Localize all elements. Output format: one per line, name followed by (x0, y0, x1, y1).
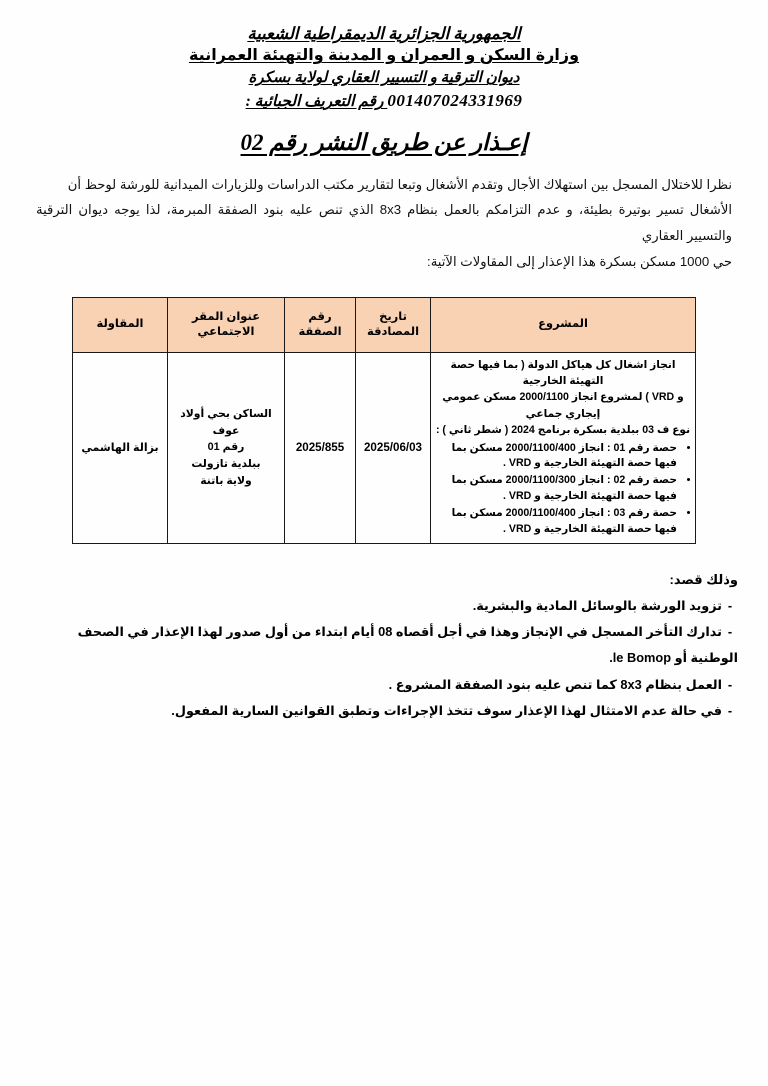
header-line-republic-text: الجمهورية الجزائرية الديمقراطية الشعبية (247, 24, 521, 43)
header-line-ministry (30, 45, 738, 68)
cell-contractor: بزالة الهاشمي (73, 352, 168, 543)
bullet-dash-icon: - (727, 676, 733, 692)
cell-contract-number: 2025/855 (285, 352, 356, 543)
col-header-project: المشروع (431, 297, 696, 352)
col-header-contract-number (285, 297, 356, 352)
page-title (30, 130, 738, 156)
project-lots-list (435, 441, 691, 538)
address-line-3: ببلدية تازولت (191, 458, 261, 471)
list-item (30, 698, 738, 724)
list-item (30, 593, 738, 619)
col-header-approval-date: تاريخ المصادقة (356, 297, 431, 352)
table-body (73, 352, 696, 543)
cell-approval-date: 2025/06/03 (356, 352, 431, 543)
project-intro-lines (435, 357, 691, 439)
header-line-agency-text: ديوان الترقية و التسيير العقاري لولاية بسكرة (248, 70, 520, 87)
closing-item-text: تزويد الورشة بالوسائل المادية والبشرية. (472, 597, 722, 613)
address-line-1: الساكن بحي أولاد عوف (180, 407, 272, 437)
col-header-contract-number-line1: رقم (308, 311, 332, 324)
bullet-dash-icon: - (727, 624, 733, 640)
project-intro-line-2: و VRD ) لمشروع انجاز 2000/1100 مسكن عمومي إيجاري جماعي (442, 391, 684, 420)
list-item: • حصة رقم 01 : انجاز 2000/1100/400 مسكن بما فيها حصة التهيئة الخارجية و VRD . (435, 441, 677, 473)
closing-item-text: تدارك التأخر المسجل في الإنجاز وهذا في أجل أقصاه 08 أيام ابتداء من أول صدور لهذا الإعذار في الصحف الوطنية أو le Bomop. (77, 624, 738, 666)
header-line-tax-id (30, 89, 738, 113)
intro-paragraph (30, 172, 738, 275)
document-header (30, 22, 738, 114)
header-line-republic (30, 22, 738, 45)
contractors-table (72, 297, 696, 544)
closing-lead: وذلك قصد: (669, 571, 738, 587)
cell-project (431, 352, 696, 543)
intro-line-3: حي 1000 مسكن بسكرة هذا الإعذار إلى المقاولات الآتية: (427, 253, 732, 269)
table-header-row-group (73, 297, 696, 352)
page-title-text: إعـذار عن طريق النشر رقم 02 (240, 129, 528, 155)
bullet-dash-icon: - (727, 702, 733, 718)
table-row (73, 352, 696, 543)
list-item: • حصة رقم 02 : انجاز 2000/1100/300 مسكن بما فيها حصة التهيئة الخارجية و VRD . (435, 473, 677, 505)
address-line-2: رقم 01 (207, 441, 245, 454)
tax-id-label: رقم التعريف الجبائية : (245, 93, 384, 111)
closing-item-text: العمل بنظام 8x3 كما تنص عليه بنود الصفقة المشروع . (388, 676, 722, 692)
closing-item-text: في حالة عدم الامتثال لهذا الإعذار سوف تتخذ الإجراءات وتطبق القوانين السارية المفعول. (171, 702, 722, 718)
header-line-ministry-text: وزارة السكن و العمران و المدينة والتهيئة العمرانية (188, 47, 580, 65)
cell-address (168, 352, 285, 543)
col-header-contract-number-line2: الصفقة (298, 325, 342, 338)
intro-line-2: الأشغال تسير بوتيرة بطيئة، و عدم التزامكم بالعمل بنظام 8x3 الذي تنص عليه بنود الصفقة المبرمة، لذا يوجه ديوان الترقية والتسيير العقاري (36, 202, 732, 244)
intro-line-1: نظرا للاختلال المسجل بين استهلاك الأجال وتقدم الأشغال وتبعا لتقارير مكتب الدراسات وللزيارات الميدانية للورشة لوحظ أن (67, 176, 732, 192)
list-item: • حصة رقم 03 : انجاز 2000/1100/400 مسكن بما فيها حصة التهيئة الخارجية و VRD . (435, 506, 677, 538)
header-line-agency (30, 68, 738, 89)
project-intro-line-1: انجاز اشغال كل هياكل الدولة ( بما فيها حصة التهيئة الخارجية (450, 358, 676, 387)
project-intro-line-3: نوع ف 03 ببلدية بسكرة برنامج 2024 ( شطر ثاني ) : (435, 424, 691, 437)
list-item (30, 672, 738, 698)
closing-section (30, 572, 738, 724)
col-header-contractor: المقاولة (73, 297, 168, 352)
col-header-address: عنوان المقر الاجتماعي (168, 297, 285, 352)
list-item (30, 619, 738, 671)
tax-id-value: 001407024331969 (387, 91, 523, 111)
table-header-row (73, 297, 696, 352)
closing-requirements-list (30, 593, 738, 724)
bullet-dash-icon: - (727, 597, 733, 613)
address-line-4: ولاية باتنة (200, 474, 252, 487)
